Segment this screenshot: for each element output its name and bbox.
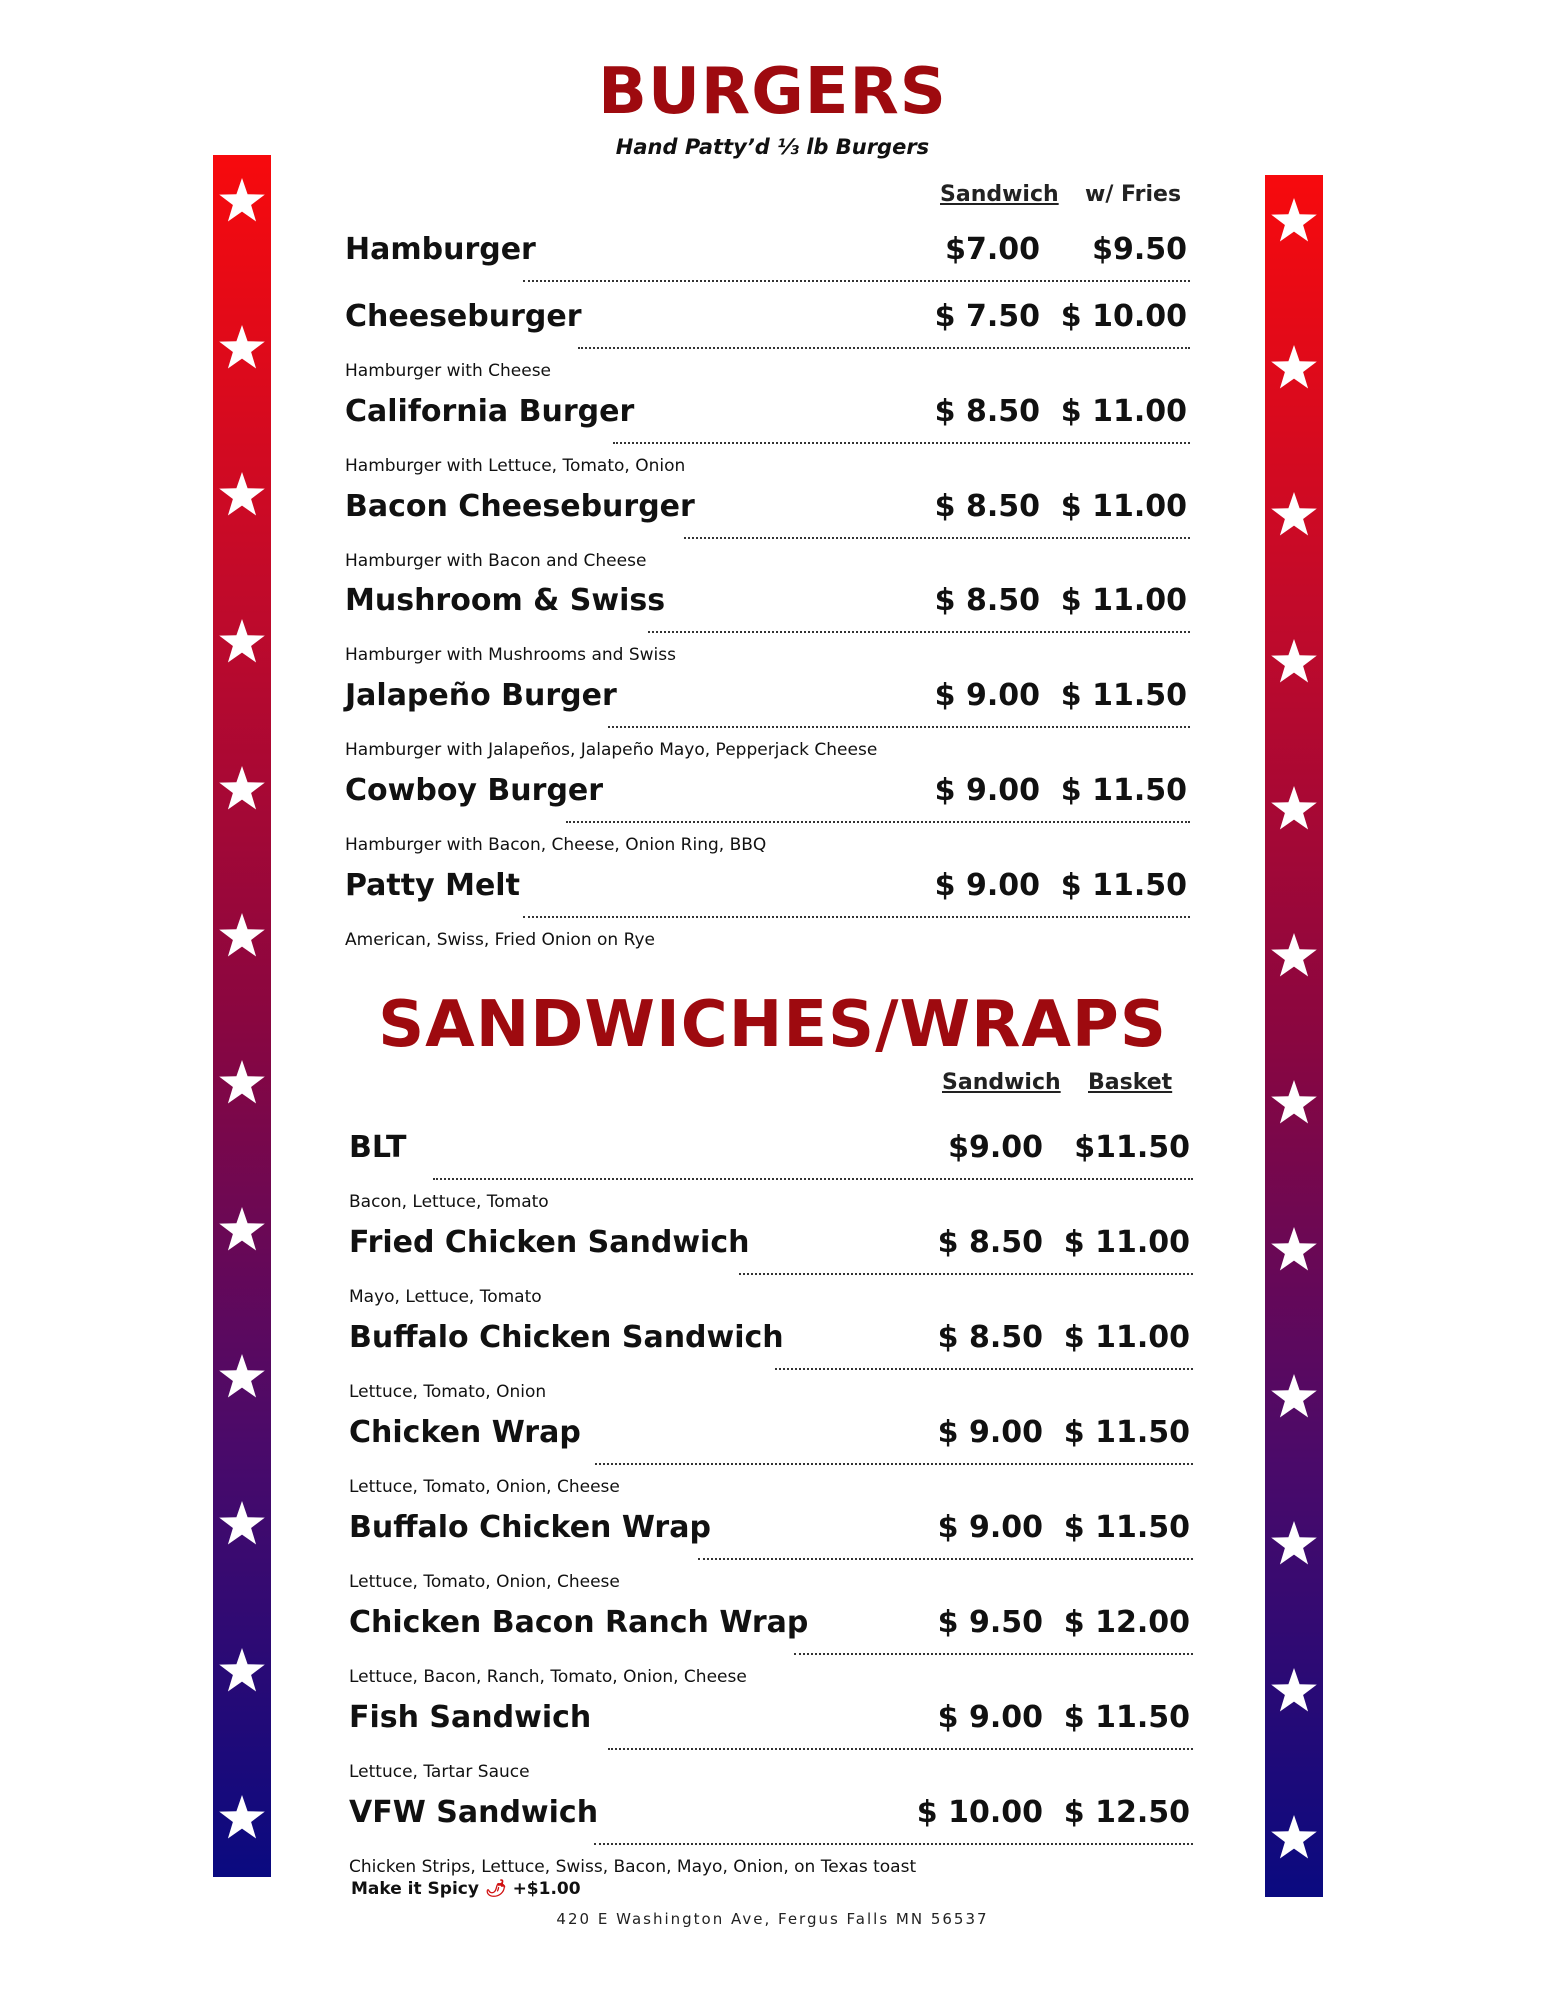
dotted-leader — [648, 631, 1190, 633]
dotted-leader — [595, 1463, 1193, 1465]
dotted-leader — [433, 1178, 1193, 1180]
price-burger-col2: $ 11.00 — [1060, 489, 1187, 524]
item-description: Hamburger with Cheese — [345, 361, 552, 381]
burgers-subtitle: Hand Patty’d ⅓ lb Burgers — [615, 135, 930, 159]
item-description: Lettuce, Tomato, Onion, Cheese — [349, 1477, 620, 1497]
item-name: Bacon Cheeseburger — [345, 489, 695, 524]
item-name: Hamburger — [345, 232, 536, 267]
price-sandwich-col2: $ 11.50 — [1063, 1700, 1190, 1735]
price-burger-col1: $ 9.00 — [934, 773, 1040, 808]
star-icon — [218, 177, 266, 223]
price-burger-col2: $ 11.00 — [1060, 394, 1187, 429]
item-name: Patty Melt — [345, 868, 520, 903]
dotted-leader — [594, 1843, 1193, 1845]
star-icon — [1270, 932, 1318, 978]
spicy-price: +$1.00 — [512, 1879, 581, 1899]
price-sandwich-col1: $9.00 — [948, 1130, 1043, 1165]
item-description: Lettuce, Tartar Sauce — [349, 1762, 530, 1782]
price-sandwich-col2: $ 11.50 — [1063, 1415, 1190, 1450]
item-description: Hamburger with Bacon and Cheese — [345, 551, 647, 571]
address: 420 E Washington Ave, Fergus Falls MN 56537 — [556, 1910, 989, 1928]
sandwiches-title: SANDWICHES/WRAPS — [378, 988, 1167, 1062]
menu-item — [0, 868, 1545, 950]
item-description: Bacon, Lettuce, Tomato — [349, 1192, 549, 1212]
dotted-leader — [613, 442, 1190, 444]
item-name: Chicken Wrap — [349, 1415, 581, 1450]
price-burger-col2: $ 11.50 — [1060, 773, 1187, 808]
dotted-leader — [608, 726, 1190, 728]
burgers-title: BURGERS — [598, 55, 947, 129]
price-burger-col1: $ 9.00 — [934, 868, 1040, 903]
item-name: Buffalo Chicken Wrap — [349, 1510, 711, 1545]
price-burger-col1: $ 7.50 — [934, 299, 1040, 334]
price-burger-col1: $ 8.50 — [934, 583, 1040, 618]
menu-item — [0, 1415, 1545, 1497]
price-sandwich-col1: $ 9.50 — [937, 1605, 1043, 1640]
price-burger-col1: $7.00 — [945, 232, 1040, 267]
price-sandwich-col2: $ 12.50 — [1063, 1795, 1190, 1830]
menu-item — [0, 489, 1545, 571]
price-sandwich-col1: $ 9.00 — [937, 1415, 1043, 1450]
price-sandwich-col1: $ 9.00 — [937, 1510, 1043, 1545]
menu-item — [0, 773, 1545, 855]
price-sandwich-col1: $ 8.50 — [937, 1320, 1043, 1355]
price-sandwich-col2: $ 11.00 — [1063, 1225, 1190, 1260]
chili-pepper-icon: 🌶 — [484, 1879, 507, 1899]
price-burger-col2: $ 10.00 — [1060, 299, 1187, 334]
dotted-leader — [566, 821, 1190, 823]
item-description: American, Swiss, Fried Onion on Rye — [345, 930, 655, 950]
item-name: VFW Sandwich — [349, 1795, 599, 1830]
item-name: Fried Chicken Sandwich — [349, 1225, 750, 1260]
star-icon — [1270, 1079, 1318, 1125]
item-name: Cheeseburger — [345, 299, 582, 334]
price-burger-col1: $ 8.50 — [934, 394, 1040, 429]
menu-item — [0, 1700, 1545, 1782]
item-description: Hamburger with Lettuce, Tomato, Onion — [345, 456, 686, 476]
item-description: Hamburger with Bacon, Cheese, Onion Ring, BBQ — [345, 835, 767, 855]
item-name: Cowboy Burger — [345, 773, 604, 808]
dotted-leader — [523, 280, 1190, 282]
item-description: Chicken Strips, Lettuce, Swiss, Bacon, Mayo, Onion, on Texas toast — [349, 1857, 917, 1877]
price-sandwich-col2: $ 11.50 — [1063, 1510, 1190, 1545]
menu-item — [0, 1510, 1545, 1592]
item-name: Jalapeño Burger — [345, 678, 617, 713]
menu-item — [0, 1225, 1545, 1307]
menu-item — [0, 394, 1545, 476]
price-sandwich-col1: $ 10.00 — [916, 1795, 1043, 1830]
price-burger-col2: $ 11.50 — [1060, 868, 1187, 903]
item-description: Hamburger with Jalapeños, Jalapeño Mayo, Pepperjack Cheese — [345, 740, 878, 760]
price-sandwich-col1: $ 8.50 — [937, 1225, 1043, 1260]
item-name: Buffalo Chicken Sandwich — [349, 1320, 784, 1355]
dotted-leader — [794, 1653, 1193, 1655]
item-name: BLT — [349, 1130, 407, 1165]
spicy-note — [351, 1879, 581, 1899]
dotted-leader — [578, 347, 1190, 349]
menu-item — [0, 583, 1545, 665]
dotted-leader — [739, 1273, 1193, 1275]
price-burger-col2: $ 11.00 — [1060, 583, 1187, 618]
menu-item — [0, 1320, 1545, 1402]
price-burger-col2: $9.50 — [1092, 232, 1187, 267]
dotted-leader — [684, 537, 1190, 539]
price-sandwich-col1: $ 9.00 — [937, 1700, 1043, 1735]
item-description: Hamburger with Mushrooms and Swiss — [345, 645, 676, 665]
item-description: Mayo, Lettuce, Tomato — [349, 1287, 542, 1307]
price-burger-col1: $ 9.00 — [934, 678, 1040, 713]
menu-item — [0, 299, 1545, 381]
price-sandwich-col2: $ 11.00 — [1063, 1320, 1190, 1355]
sandwiches-col-basket: Basket — [1088, 1070, 1173, 1095]
price-sandwich-col2: $11.50 — [1074, 1130, 1190, 1165]
item-description: Lettuce, Tomato, Onion, Cheese — [349, 1572, 620, 1592]
dotted-leader — [523, 916, 1190, 918]
item-description: Lettuce, Bacon, Ranch, Tomato, Onion, Cheese — [349, 1667, 747, 1687]
star-icon — [218, 1059, 266, 1105]
item-name: Fish Sandwich — [349, 1700, 592, 1735]
item-name: California Burger — [345, 394, 635, 429]
price-burger-col1: $ 8.50 — [934, 489, 1040, 524]
menu-item — [0, 232, 1545, 292]
burgers-col-fries: w/ Fries — [1085, 182, 1182, 207]
menu-item — [0, 1795, 1545, 1877]
sandwiches-col-sandwich: Sandwich — [942, 1070, 1061, 1095]
menu-item — [0, 1130, 1545, 1212]
dotted-leader — [698, 1558, 1193, 1560]
menu-item — [0, 1605, 1545, 1687]
item-name: Chicken Bacon Ranch Wrap — [349, 1605, 809, 1640]
burgers-col-sandwich: Sandwich — [940, 182, 1059, 207]
menu-item — [0, 678, 1545, 760]
dotted-leader — [775, 1368, 1193, 1370]
price-sandwich-col2: $ 12.00 — [1063, 1605, 1190, 1640]
item-description: Lettuce, Tomato, Onion — [349, 1382, 547, 1402]
spicy-label: Make it Spicy — [351, 1879, 479, 1899]
item-name: Mushroom & Swiss — [345, 583, 666, 618]
price-burger-col2: $ 11.50 — [1060, 678, 1187, 713]
dotted-leader — [608, 1748, 1193, 1750]
